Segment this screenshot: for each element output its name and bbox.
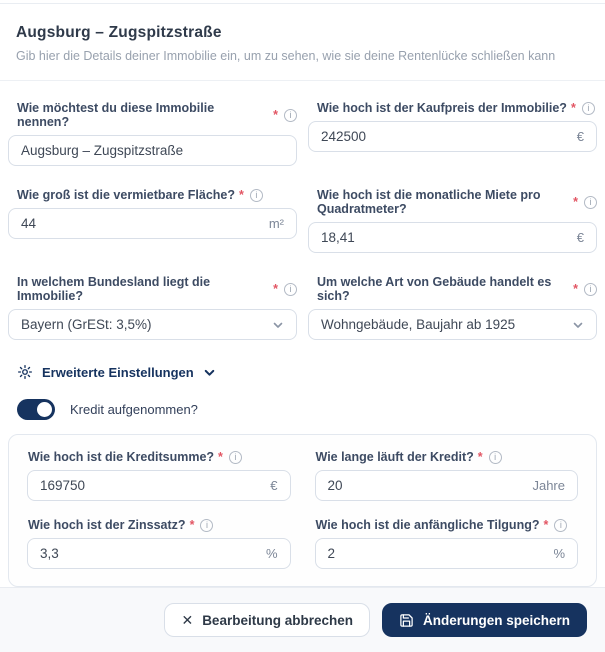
close-icon: ✕ — [181, 611, 194, 628]
required-marker: * — [477, 450, 483, 464]
field-label: Wie lange läuft der Kredit? — [315, 450, 474, 464]
initial-repayment-control — [315, 538, 579, 569]
chevron-down-icon — [272, 319, 284, 331]
years-suffix: Jahre — [532, 478, 565, 493]
rentable-area-input[interactable] — [21, 216, 261, 231]
property-name-control — [8, 135, 297, 166]
monthly-rent-control — [308, 222, 597, 253]
loan-amount-control — [27, 470, 291, 501]
field-label: In welchem Bundesland liegt die Immobilie? — [17, 275, 211, 303]
loan-amount-input[interactable] — [40, 478, 262, 493]
field-label: Wie hoch ist der Zinssatz? — [28, 518, 186, 532]
field-purchase-price — [308, 101, 597, 166]
field-label-row — [28, 518, 291, 532]
required-marker: * — [573, 282, 578, 296]
required-marker: * — [239, 188, 244, 202]
advanced-settings-label: Erweiterte Einstellungen — [42, 364, 194, 380]
chevron-down-icon — [203, 366, 216, 379]
field-label: Wie hoch ist die Kreditsumme? — [28, 450, 215, 464]
page-title: Augsburg – Zugspitzstraße — [16, 24, 222, 41]
cancel-edit-button[interactable] — [164, 603, 370, 637]
credit-toggle[interactable] — [17, 399, 55, 420]
info-icon[interactable]: i — [200, 519, 213, 532]
field-building-type — [308, 275, 597, 340]
currency-suffix: € — [576, 129, 584, 144]
required-marker: * — [570, 101, 576, 115]
property-form — [0, 81, 605, 587]
building-type-select[interactable] — [308, 309, 597, 340]
currency-suffix: € — [270, 478, 278, 493]
field-federal-state — [8, 275, 297, 340]
required-marker: * — [543, 518, 549, 532]
sqm-suffix: m² — [268, 216, 284, 231]
info-icon[interactable]: i — [584, 283, 597, 296]
monthly-rent-input[interactable] — [321, 230, 569, 245]
required-marker: * — [273, 108, 278, 122]
form-footer — [0, 587, 605, 652]
credit-details-card — [8, 434, 597, 587]
info-icon[interactable]: i — [229, 451, 242, 464]
field-label: Wie groß ist die vermietbare Fläche? — [17, 188, 236, 202]
info-icon[interactable]: i — [250, 189, 263, 202]
advanced-settings-toggle[interactable] — [17, 364, 597, 380]
rentable-area-control — [8, 208, 297, 239]
field-label-row — [317, 188, 597, 216]
page-subtitle: Gib hier die Details deiner Immobilie ein, um zu sehen, wie sie deine Rentenlücke schließen kann — [16, 49, 556, 63]
save-button-label: Änderungen speichern — [422, 612, 570, 628]
required-marker: * — [573, 195, 578, 209]
page-header — [0, 4, 605, 81]
initial-repayment-input[interactable] — [328, 546, 546, 561]
interest-rate-input[interactable] — [40, 546, 258, 561]
required-marker: * — [189, 518, 195, 532]
field-label-row — [316, 450, 579, 464]
chevron-down-icon — [572, 319, 584, 331]
field-label-row — [17, 275, 297, 303]
select-value: Wohngebäude, Baujahr ab 1925 — [321, 317, 516, 332]
info-icon[interactable]: i — [582, 102, 595, 115]
field-property-name — [8, 101, 297, 166]
info-icon[interactable]: i — [284, 109, 297, 122]
info-icon[interactable]: i — [554, 519, 567, 532]
field-label-row — [17, 188, 297, 202]
form-row-3 — [8, 275, 597, 362]
credit-toggle-row — [17, 399, 597, 420]
form-row-2 — [8, 188, 597, 275]
interest-rate-control — [27, 538, 291, 569]
federal-state-select[interactable] — [8, 309, 297, 340]
field-loan-term — [315, 450, 579, 501]
info-icon[interactable]: i — [584, 196, 597, 209]
gear-icon — [17, 364, 33, 380]
purchase-price-input[interactable] — [321, 129, 569, 144]
loan-term-input[interactable] — [328, 478, 525, 493]
field-label: Wie hoch ist die anfängliche Tilgung? — [315, 518, 540, 532]
percent-suffix: % — [553, 546, 565, 561]
property-name-input[interactable] — [21, 143, 284, 158]
info-icon[interactable]: i — [284, 283, 297, 296]
field-label: Wie möchtest du diese Immobilie nennen? — [17, 101, 215, 129]
field-rentable-area — [8, 188, 297, 253]
cancel-button-label: Bearbeitung abbrechen — [202, 612, 353, 628]
save-icon — [399, 613, 414, 628]
percent-suffix: % — [265, 546, 278, 561]
info-icon[interactable]: i — [489, 451, 502, 464]
field-loan-amount — [27, 450, 291, 501]
select-value: Bayern (GrESt: 3,5%) — [21, 317, 152, 332]
credit-row-1 — [27, 450, 578, 518]
field-label: Wie hoch ist der Kaufpreis der Immobilie? — [317, 101, 567, 115]
credit-toggle-label: Kredit aufgenommen? — [70, 402, 198, 417]
field-monthly-rent — [308, 188, 597, 253]
field-interest-rate — [27, 518, 291, 569]
save-changes-button[interactable] — [382, 603, 587, 637]
field-label-row — [317, 101, 597, 115]
currency-suffix: € — [576, 230, 584, 245]
field-label: Um welche Art von Gebäude handelt es sich? — [317, 275, 552, 303]
credit-row-2 — [27, 518, 578, 586]
field-initial-repayment — [315, 518, 579, 569]
field-label-row — [316, 518, 579, 532]
purchase-price-control — [308, 121, 597, 152]
field-label-row — [28, 450, 291, 464]
form-row-1 — [8, 101, 597, 188]
loan-term-control — [315, 470, 579, 501]
field-label-row — [317, 275, 597, 303]
field-label: Wie hoch ist die monatliche Miete pro Quadratmeter? — [317, 188, 541, 216]
field-label-row — [17, 101, 297, 129]
required-marker: * — [218, 450, 223, 464]
required-marker: * — [273, 282, 278, 296]
